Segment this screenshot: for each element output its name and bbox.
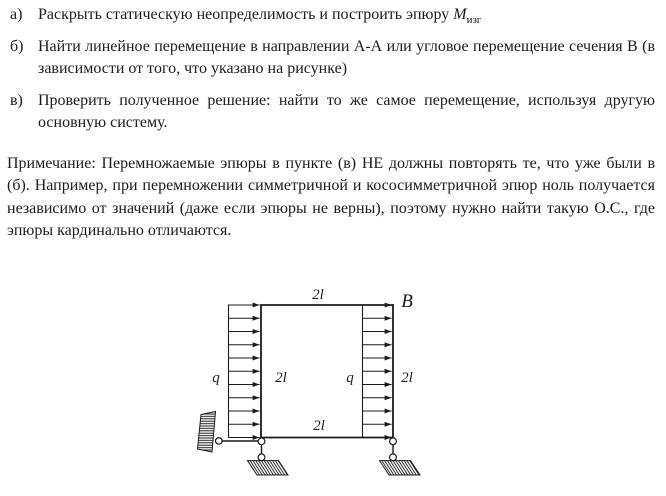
formula-m: M bbox=[453, 6, 467, 23]
task-item-a bbox=[0, 4, 666, 27]
left-corner-hinge bbox=[258, 438, 265, 445]
task-item-v-label: в) bbox=[10, 91, 23, 109]
task-list bbox=[0, 4, 666, 243]
label-top-span: 2l bbox=[312, 287, 324, 303]
task-item-b-text: Найти линейное перемещение в направлении А-А или угловое перемещение сечения В (в зависимости от того, что указано на рисунке) bbox=[38, 37, 655, 77]
label-left-column-span: 2l bbox=[275, 370, 287, 386]
formula-m-subscript: изг bbox=[466, 14, 482, 27]
label-bottom-span: 2l bbox=[313, 418, 325, 434]
label-right-column-span: 2l bbox=[401, 370, 413, 386]
right-ground bbox=[380, 461, 421, 475]
task-item-v bbox=[0, 90, 666, 135]
label-right-load-q: q bbox=[346, 370, 354, 386]
task-item-a-label: а) bbox=[10, 6, 23, 23]
task-item-b-label: б) bbox=[10, 37, 24, 55]
left-lower-hinge bbox=[258, 454, 265, 461]
label-left-load-q: q bbox=[212, 370, 220, 386]
right-corner-hinge bbox=[390, 438, 397, 445]
right-lower-hinge bbox=[390, 454, 397, 461]
left-wall bbox=[198, 412, 216, 453]
note-paragraph: Примечание: Перемножаемые эпюры в пункте (в) НЕ должны повторять те, что уже были в (б). Например, при перемножении симметричной и кососимметричной эпюр ноль получается независимо от значений (даже если эпюры не верны), поэтому нужно найти такую О.С., где эпюры кардинально отличаются. bbox=[7, 154, 655, 239]
label-point-b: B bbox=[401, 291, 413, 312]
task-item-a-body: Раскрыть статическую неопределимость и построить эпюру bbox=[38, 6, 454, 23]
task-item-v-text: Проверить полученное решение: найти то же самое перемещение, используя другую основную систему. bbox=[38, 91, 655, 131]
task-item-b bbox=[0, 36, 666, 81]
task-item-a-text bbox=[38, 4, 666, 27]
left-ground bbox=[248, 461, 289, 475]
wall-hinge bbox=[216, 438, 223, 445]
load-arrows bbox=[229, 305, 392, 438]
